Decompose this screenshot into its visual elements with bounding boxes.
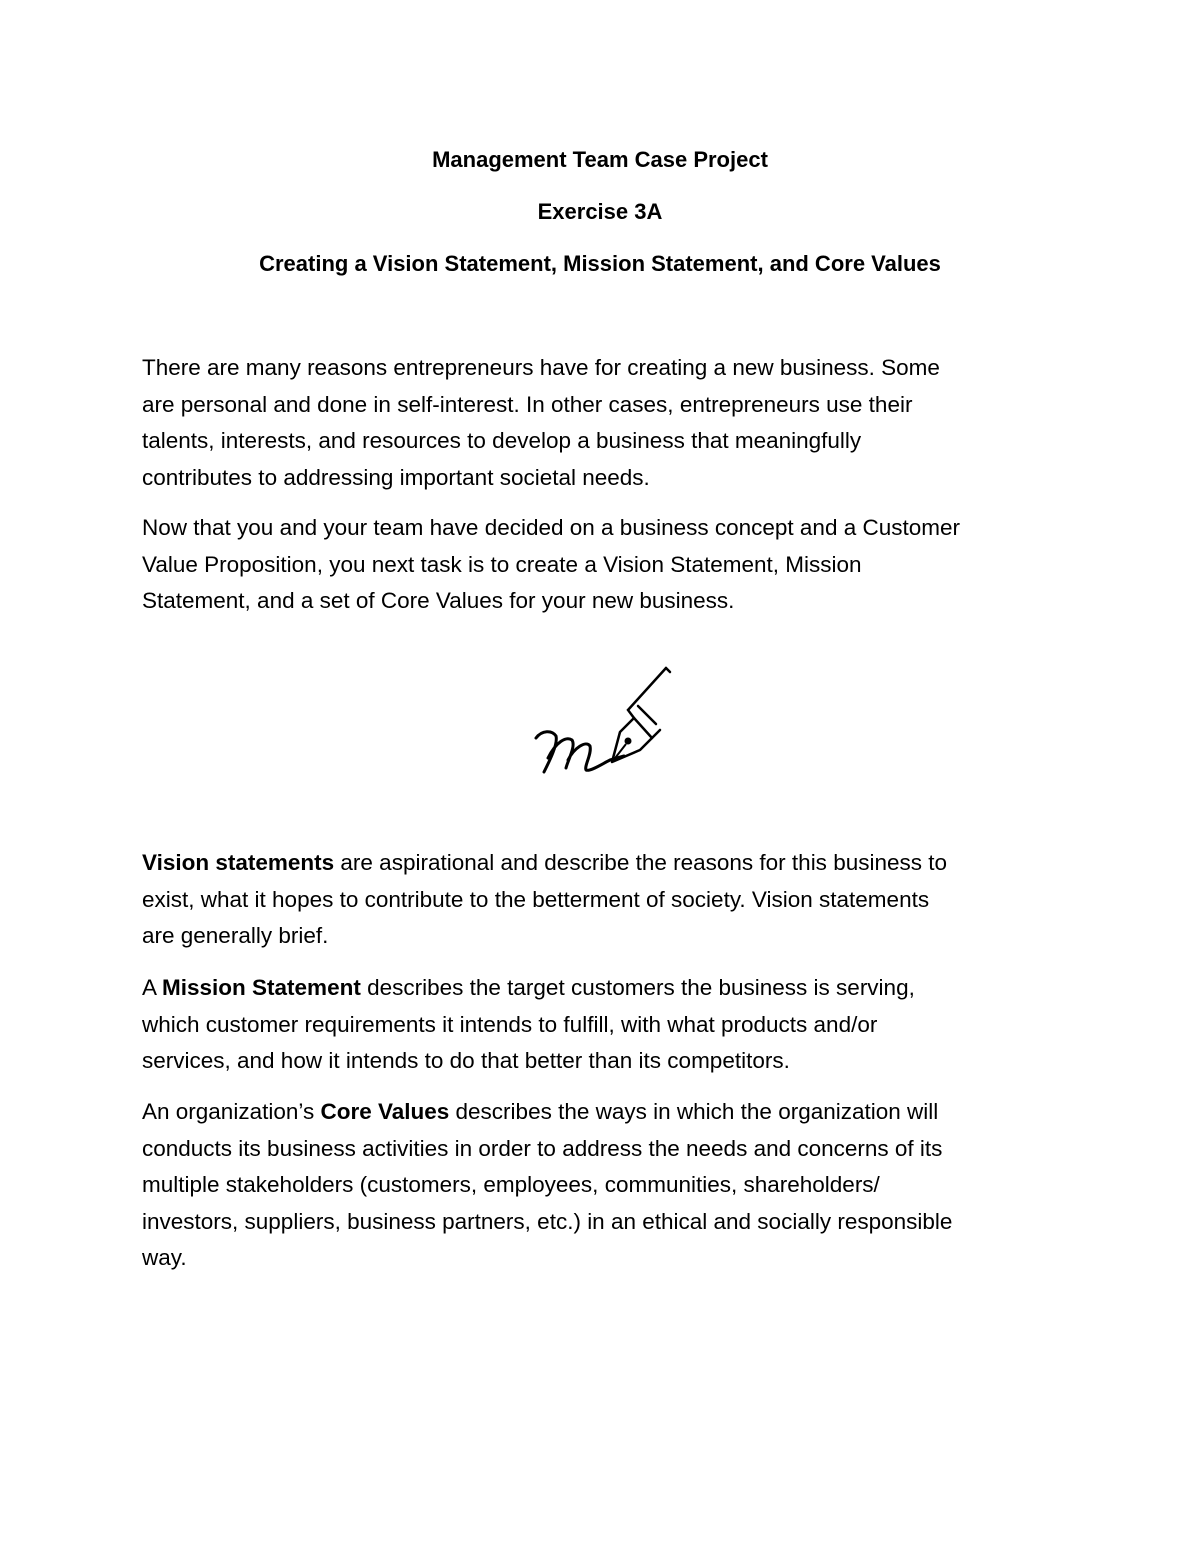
text-line: are generally brief. — [142, 923, 329, 948]
text-line: way. — [142, 1245, 187, 1270]
text-fragment: An organization’s — [142, 1099, 321, 1124]
intro-paragraph-1 — [142, 350, 1072, 496]
text-line: investors, suppliers, business partners, etc.) in an ethical and socially responsible — [142, 1208, 953, 1234]
core-values-term: Core Values — [320, 1099, 450, 1124]
text-line: Statement, and a set of Core Values for your new business. — [142, 588, 735, 613]
document-title: Management Team Case Project — [432, 147, 768, 172]
core-values-definition — [142, 1094, 1072, 1277]
text-line: Now that you and your team have decided on a business concept and a Customer — [142, 515, 960, 540]
text-line: conducts its business activities in order to address the needs and concerns of its — [142, 1135, 943, 1161]
intro-paragraph-2 — [142, 510, 1072, 620]
exercise-label: Exercise 3A — [537, 199, 663, 224]
text-line: are personal and done in self-interest. In other cases, entrepreneurs use their — [142, 391, 913, 417]
text-line: exist, what it hopes to contribute to the betterment of society. Vision statements — [142, 886, 930, 912]
mission-definition — [142, 970, 1072, 1080]
text-line: talents, interests, and resources to develop a business that meaningfully — [142, 428, 862, 453]
document-subtitle: Creating a Vision Statement, Mission Statement, and Core Values — [259, 251, 941, 276]
text-line — [142, 970, 1072, 1007]
text-fragment: describes the target customers the business is serving, — [360, 975, 915, 1000]
text-fragment: A — [142, 975, 163, 1000]
vision-definition — [142, 845, 1072, 955]
text-line: multiple stakeholders (customers, employees, communities, shareholders/ — [142, 1172, 880, 1197]
vision-term: Vision statements — [142, 850, 335, 875]
text-line: contributes to addressing important societal needs. — [142, 464, 650, 490]
pen-signature-icon — [528, 660, 678, 780]
text-fragment: are aspirational and describe the reasons for this business to — [334, 850, 948, 875]
mission-term: Mission Statement — [162, 975, 361, 1000]
text-fragment: describes the ways in which the organization will — [449, 1099, 939, 1124]
text-line — [142, 1094, 1072, 1131]
text-line — [142, 845, 1072, 882]
text-line: Value Proposition, you next task is to create a Vision Statement, Mission — [142, 551, 862, 577]
text-line: There are many reasons entrepreneurs have for creating a new business. Some — [142, 355, 940, 380]
text-line: services, and how it intends to do that better than its competitors. — [142, 1048, 790, 1073]
text-line: which customer requirements it intends to fulfill, with what products and/or — [142, 1011, 878, 1037]
